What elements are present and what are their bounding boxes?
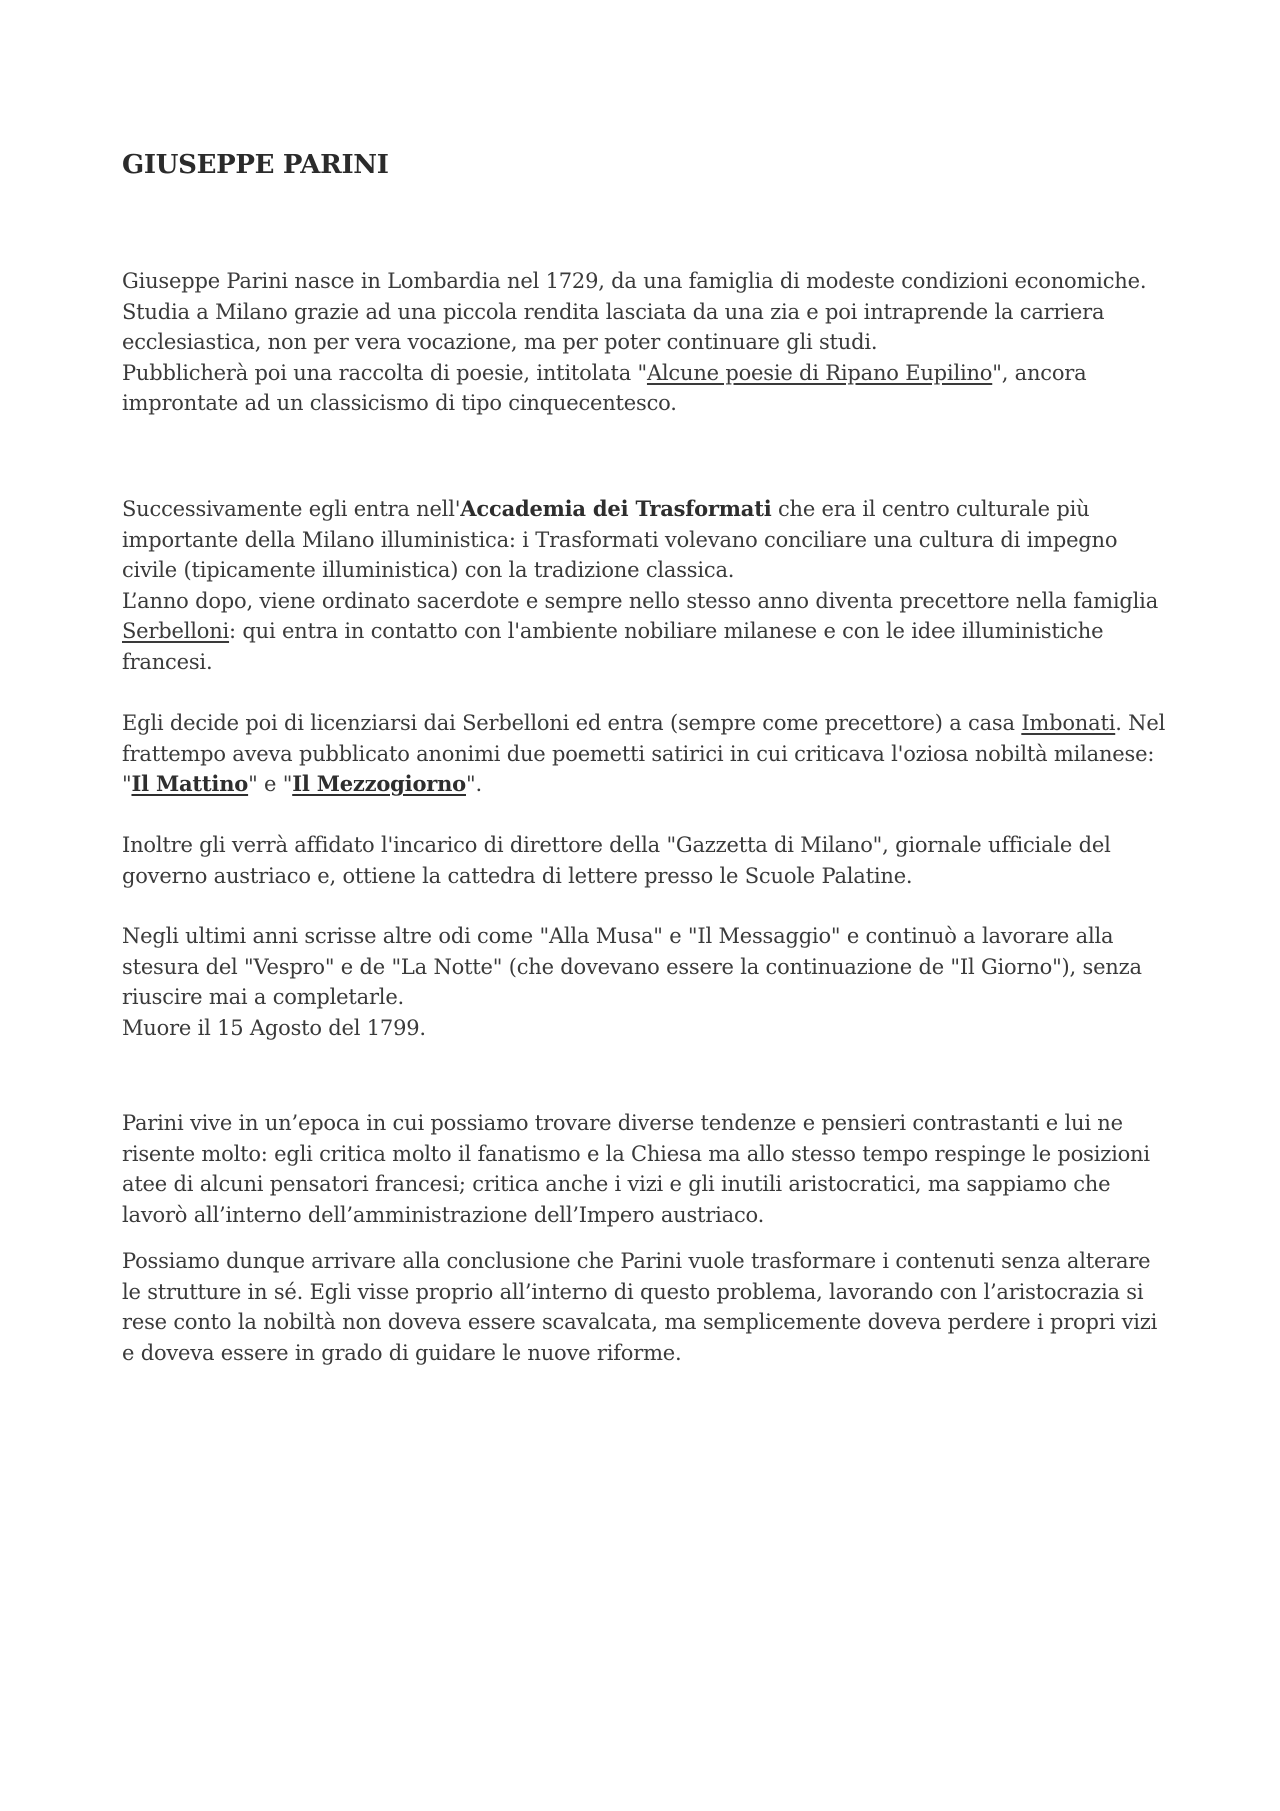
- text-line: Giuseppe Parini nasce in Lombardia nel 1729, da una famiglia di modeste condizioni economiche.: [122, 269, 1147, 293]
- paragraph-imbonati: [122, 708, 1172, 800]
- link-il-mattino[interactable]: Il Mattino: [131, 771, 249, 796]
- page-title: GIUSEPPE PARINI: [122, 150, 389, 180]
- link-imbonati[interactable]: Imbonati: [1021, 711, 1116, 735]
- text-line: L’anno dopo, viene ordinato sacerdote e sempre nello stesso anno diventa precettore nella famiglia Serbelloni: qui entra in contatto con l'ambiente nobiliare milanese e con le idee illuministiche francesi.: [122, 588, 1159, 674]
- text-line: Negli ultimi anni scrisse altre odi come "Alla Musa" e "Il Messaggio" e continuò a lavorare alla stesura del "Vespro" e de "La Notte" (che dovevano essere la continuazione de "Il Giorno"), senza riuscire mai a completarle.: [122, 924, 1142, 1009]
- link-serbelloni[interactable]: Serbelloni: [122, 619, 230, 643]
- link-alcune-poesie[interactable]: Alcune poesie di Ripano Eupilino: [646, 360, 993, 385]
- text-line: Pubblicherà poi una raccolta di poesie, intitolata "Alcune poesie di Ripano Eupilino", ancora improntate ad un classicismo di tipo cinquecentesco.: [122, 360, 1087, 415]
- text-line: Parini vive in un’epoca in cui possiamo trovare diverse tendenze e pensieri contrastanti e lui ne risente molto: egli critica molto il fanatismo e la Chiesa ma allo stesso tempo respinge le posizioni atee di alcuni pensatori francesi; critica anche i vizi e gli inutili aristocratici, ma sappiamo che lavorò all’interno dell’amministrazione dell’Impero austriaco.: [122, 1111, 1150, 1227]
- paragraph-biography-intro: [122, 266, 1172, 419]
- paragraph-accademia: [122, 494, 1172, 677]
- text-line: Studia a Milano grazie ad una piccola rendita lasciata da una zia e poi intraprende la carriera ecclesiastica, non per vera vocazione, ma per poter continuare gli studi.: [122, 299, 1105, 354]
- link-il-mezzogiorno[interactable]: Il Mezzogiorno: [292, 771, 466, 796]
- text-line: Muore il 15 Agosto del 1799.: [122, 1015, 426, 1040]
- paragraph-epoca: [122, 1108, 1172, 1230]
- paragraph-gazzetta: [122, 830, 1172, 891]
- text-line: Successivamente egli entra nell'Accademia dei Trasformati che era il centro culturale più importante della Milano illuministica: i Trasformati volevano conciliare una cultura di impegno civile (tipicamente illuministica) con la tradizione classica.: [122, 496, 1118, 582]
- paragraph-ultimi-anni: [122, 921, 1172, 1043]
- bold-accademia: Accademia dei Trasformati: [460, 496, 772, 521]
- text-line: Inoltre gli verrà affidato l'incarico di direttore della "Gazzetta di Milano", giornale ufficiale del governo austriaco e, ottiene la cattedra di lettere presso le Scuole Palatine.: [122, 833, 1111, 888]
- text-line: Possiamo dunque arrivare alla conclusione che Parini vuole trasformare i contenuti senza alterare le strutture in sé. Egli visse proprio all’interno di questo problema, lavorando con l’aristocrazia si rese conto la nobiltà non doveva essere scavalcata, ma semplicemente doveva perdere i propri vizi e doveva essere in grado di guidare le nuove riforme.: [122, 1249, 1158, 1365]
- text-line: Egli decide poi di licenziarsi dai Serbelloni ed entra (sempre come precettore) a casa Imbonati. Nel frattempo aveva pubblicato anonimi due poemetti satirici in cui criticava l'oziosa nobiltà milanese: "Il Mattino" e "Il Mezzogiorno".: [122, 711, 1166, 796]
- paragraph-conclusione: [122, 1246, 1172, 1368]
